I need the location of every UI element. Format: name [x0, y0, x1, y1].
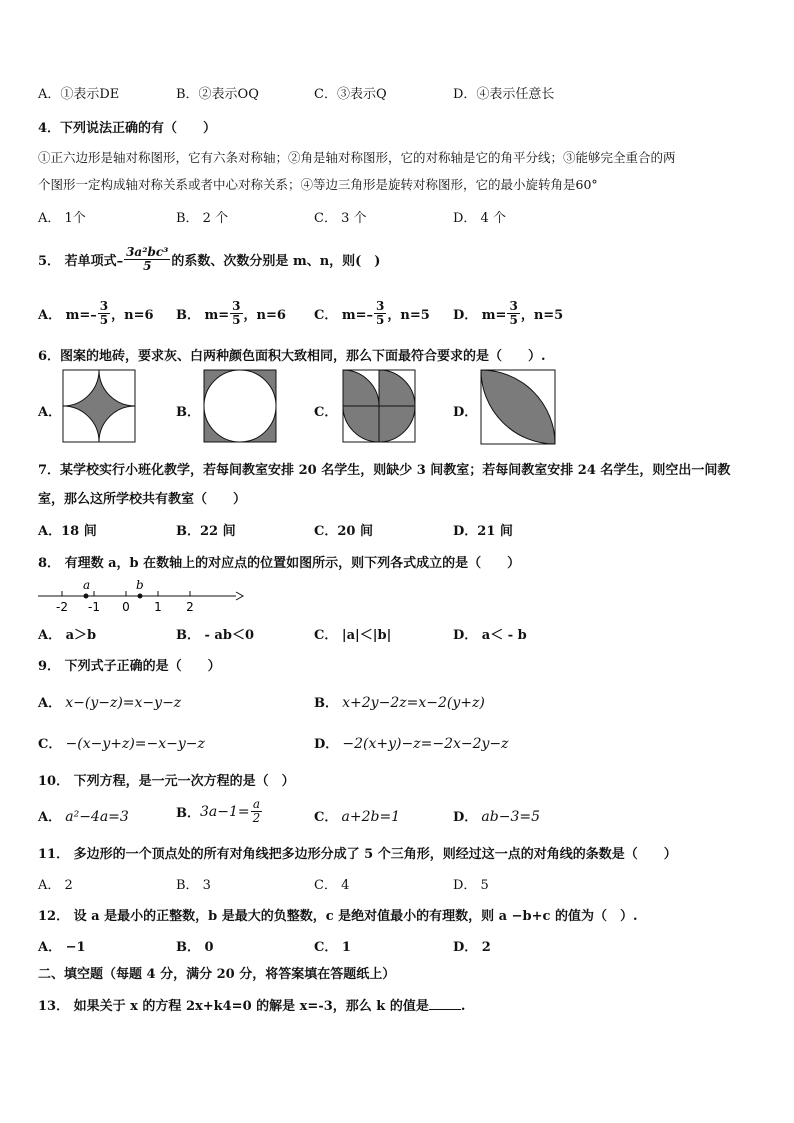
point-b [138, 594, 143, 599]
tick-label: -1 [88, 600, 100, 614]
q4-option-b: B． 2 个 [176, 211, 229, 226]
q4-stem: 4．下列说法正确的有（ ） [38, 121, 217, 136]
q11-option-b: B． 3 [176, 878, 211, 893]
q5-a-prefix: A． m=– [38, 308, 97, 323]
q10-b-den: 2 [252, 811, 261, 825]
q4-option-a: A． 1个 [38, 211, 86, 226]
q5-option-b [176, 300, 286, 327]
q4-option-d: D． 4 个 [453, 211, 506, 226]
q5-b-num: 3 [232, 299, 241, 313]
tile-figure-a [62, 369, 136, 443]
q6-option-d-label: D． [453, 405, 478, 420]
q5-c-num: 3 [376, 299, 385, 313]
q4-statement-line2: 个图形一定构成轴对称关系或者中心对称关系；④等边三角形是旋转对称图形，它的最小旋转角是60° [38, 177, 598, 192]
q6-stem: 6．图案的地砖，要求灰、白两种颜色面积大致相同，那么下面最符合要求的是（ ）. [38, 349, 546, 364]
q9-d-expression: −2(x+y)−z=−2x−2y−z [342, 736, 509, 752]
q10-b-label: B． [176, 806, 200, 821]
q10-option-b [176, 798, 263, 825]
q8-option-a: A． a＞b [38, 628, 97, 643]
q5-d-suffix: ，n=5 [520, 308, 564, 323]
q9-b-label: B． [314, 696, 338, 711]
tick-label: 1 [154, 600, 162, 614]
point-a [84, 594, 89, 599]
q9-stem: 9． 下列式子正确的是（ ） [38, 659, 221, 674]
q13-stem-text: 13． 如果关于 x 的方程 2x+k4=0 的解是 x=-3，那么 k 的值是 [38, 999, 429, 1014]
answer-blank[interactable] [429, 997, 461, 1010]
q9-a-expression: x−(y−z)=x−y−z [65, 695, 182, 711]
q5-option-c [314, 300, 430, 327]
q3-option-a: A．①表示DE [38, 87, 120, 102]
q5-b-fraction [230, 300, 242, 327]
q5-d-fraction [507, 300, 519, 327]
q11-option-a: A． 2 [38, 878, 73, 893]
q10-option-a [38, 806, 129, 825]
q8-option-b: B． - ab＜0 [176, 628, 254, 643]
tick-label: 2 [186, 600, 194, 614]
q5-a-num: 3 [99, 299, 109, 313]
q11-option-d: D． 5 [453, 878, 489, 893]
q5-c-prefix: C． m=– [314, 308, 374, 323]
point-a-label: a [83, 578, 91, 592]
q6-option-b-label: B． [176, 405, 200, 420]
q11-option-c: C． 4 [314, 878, 350, 893]
q5-option-d [453, 300, 563, 327]
q5-b-suffix: ，n=6 [243, 308, 286, 323]
q5-monomial-numerator: 3a²bc³ [126, 245, 169, 259]
q7-option-b: B．22 间 [176, 524, 236, 539]
q10-a-label: A． [38, 810, 62, 825]
q9-option-a [38, 692, 181, 711]
point-b-label: b [136, 578, 144, 592]
q10-option-d [453, 806, 540, 825]
q10-stem: 10． 下列方程，是一元一次方程的是（ ） [38, 774, 295, 789]
q10-d-equation: ab−3=5 [481, 809, 541, 825]
q5-b-den: 5 [232, 313, 241, 327]
q5-option-a [38, 300, 154, 327]
q9-c-label: C． [38, 737, 62, 752]
q9-option-b [314, 692, 485, 711]
q5-a-suffix: ，n=6 [111, 308, 154, 323]
q9-c-expression: −(x−y+z)=−x−y−z [65, 736, 205, 752]
q10-b-fraction [251, 798, 263, 825]
q10-b-num: a [252, 797, 261, 811]
q9-b-expression: x+2y−2z=x−2(y+z) [342, 695, 485, 711]
q5-d-den: 5 [509, 313, 518, 327]
q9-option-c [38, 733, 205, 752]
q6-option-a-label: A． [38, 405, 62, 420]
q12-option-b: B． 0 [176, 940, 214, 955]
q4-statement-line1: ①正六边形是轴对称图形，它有六条对称轴；②角是轴对称图形，它的对称轴是它的角平分线；③能够完全重合的两 [38, 150, 676, 165]
q3-option-b: B．②表示OQ [176, 87, 259, 102]
q13-stem-end: . [460, 999, 466, 1014]
q7-option-c: C．20 间 [314, 524, 373, 539]
q11-stem: 11． 多边形的一个顶点处的所有对角线把多边形分成了 5 个三角形，则经过这一点的对角线的条数是（ ） [38, 847, 677, 862]
section-heading-fill-in: 二、填空题（每题 4 分，满分 20 分，将答案填在答题纸上） [38, 967, 396, 982]
q8-option-c: C． |a|＜|b| [314, 628, 392, 643]
q12-option-a: A． −1 [38, 940, 86, 955]
q3-option-d: D．④表示任意长 [453, 87, 555, 102]
tick-label: -2 [56, 600, 68, 614]
q3-option-c: C．③表示Q [314, 87, 387, 102]
tick-label: 0 [122, 600, 130, 614]
tile-figure-d [480, 369, 556, 445]
q12-stem: 12． 设 a 是最小的正整数，b 是最大的负整数，c 是绝对值最小的有理数，则 a −b+c 的值为（ ）. [38, 909, 638, 924]
q12-option-c: C． 1 [314, 940, 351, 955]
q8-stem: 8． 有理数 a，b 在数轴上的对应点的位置如图所示，则下列各式成立的是（ ） [38, 556, 521, 571]
q5-stem-suffix: 的系数、次数分别是 m、n，则( ) [171, 254, 381, 269]
q4-option-c: C． 3 个 [314, 211, 367, 226]
q10-a-equation: a²−4a=3 [65, 809, 129, 825]
q5-c-fraction [374, 300, 386, 327]
q5-a-fraction [98, 300, 110, 327]
q7-option-d: D．21 间 [453, 524, 513, 539]
q5-monomial-fraction [124, 246, 170, 273]
tile-figure-b [203, 369, 277, 443]
q5-monomial-denominator: 5 [143, 259, 152, 273]
q10-c-equation: a+2b=1 [341, 809, 401, 825]
q13-stem [38, 995, 465, 1014]
q7-stem-line2: 室，那么这所学校共有教室（ ） [38, 492, 247, 507]
q5-b-prefix: B． m= [176, 308, 230, 323]
q5-d-num: 3 [509, 299, 518, 313]
q9-a-label: A． [38, 696, 62, 711]
q5-stem-prefix: 5． 若单项式– [38, 254, 124, 269]
q8-option-d: D． a＜ - b [453, 628, 527, 643]
q5-a-den: 5 [99, 313, 109, 327]
q5-c-suffix: ，n=5 [387, 308, 430, 323]
q6-option-c-label: C． [314, 405, 338, 420]
tile-figure-c [342, 369, 416, 443]
q5-c-den: 5 [376, 313, 385, 327]
q9-d-label: D． [314, 737, 339, 752]
number-line [38, 576, 248, 616]
q10-option-c [314, 806, 400, 825]
q5-d-prefix: D． m= [453, 308, 507, 323]
q10-b-equation: 3a−1= [200, 803, 250, 820]
q10-d-label: D． [453, 810, 478, 825]
q12-option-d: D． 2 [453, 940, 491, 955]
q7-stem-line1: 7．某学校实行小班化教学，若每间教室安排 20 名学生，则缺少 3 间教室；若每间教室安排 24 名学生，则空出一间教 [38, 463, 731, 478]
q9-option-d [314, 733, 509, 752]
q7-option-a: A．18 间 [38, 524, 97, 539]
q5-stem [38, 246, 380, 273]
q10-c-label: C． [314, 810, 338, 825]
